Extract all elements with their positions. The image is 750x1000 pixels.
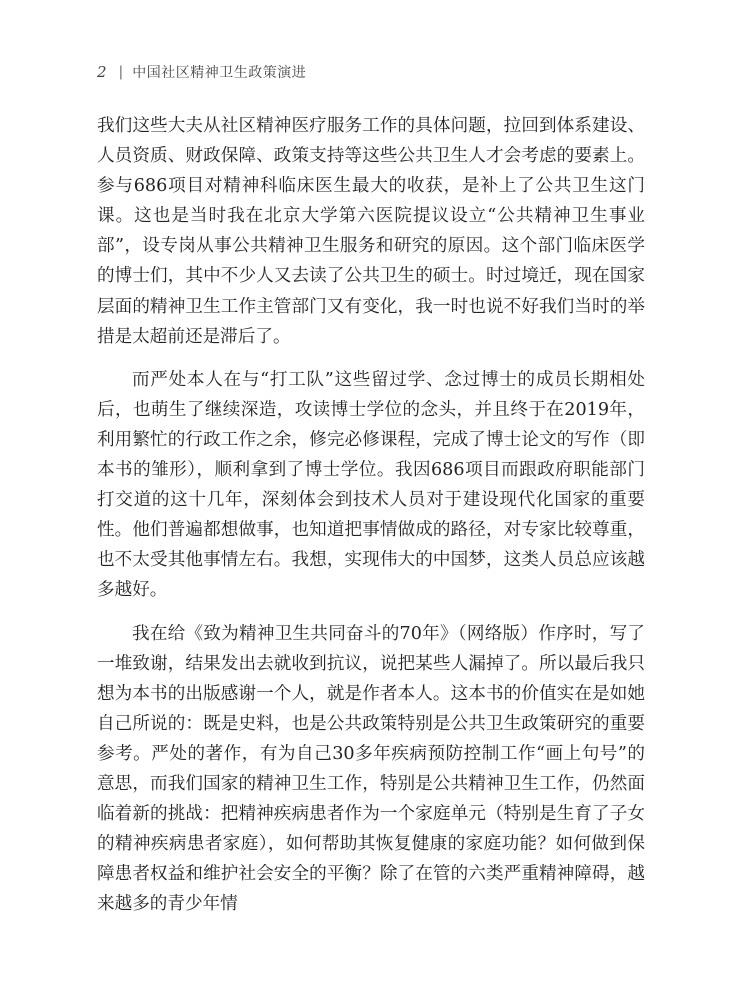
body-text [97, 111, 645, 919]
paragraph-1: 我们这些大夫从社区精神医疗服务工作的具体问题，拉回到体系建设、人员资质、财政保障、政策支持等这些公共卫生人才会考虑的要素上。参与686项目对精神科临床医生最大的收获，是补上了公共卫生这门课。这也是当时我在北京大学第六医院提议设立“公共精神卫生事业部”，设专岗从事公共精神卫生服务和研究的原因。这个部门临床医学的博士们，其中不少人又去读了公共卫生的硕士。时过境迁，现在国家层面的精神卫生工作主管部门又有变化，我一时也说不好我们当时的举措是太超前还是滞后了。 [97, 116, 645, 347]
header-separator: | [118, 64, 124, 80]
page-number: 2 [97, 63, 107, 81]
running-title: 中国社区精神卫生政策演进 [132, 65, 307, 81]
running-header [97, 61, 306, 83]
paragraph-2: 而严处本人在与“打工队”这些留过学、念过博士的成员长期相处后，也萌生了继续深造，攻读博士学位的念头，并且终于在2019年，利用繁忙的行政工作之余，修完必修课程，完成了博士论文的写作（即本书的雏形），顺利拿到了博士学位。我因686项目而跟政府职能部门打交道的这十几年，深刻体会到技术人员对于建设现代化国家的重要性。他们普遍都想做事，也知道把事情做成的路径，对专家比较尊重，也不太受其他事情左右。我想，实现伟大的中国梦，这类人员总应该越多越好。 [97, 369, 645, 601]
paragraph-3: 我在给《致为精神卫生共同奋斗的70年》（网络版）作序时，写了一堆致谢，结果发出去就收到抗议，说把某些人漏掉了。所以最后我只想为本书的出版感谢一个人，就是作者本人。这本书的价值实在是如她自己所说的：既是史料，也是公共政策特别是公共卫生政策研究的重要参考。严处的著作，有为自己30多年疾病预防控制工作“画上句号”的意思，而我们国家的精神卫生工作，特别是公共精神卫生工作，仍然面临着新的挑战：把精神疾病患者作为一个家庭单元（特别是生育了子女的精神疾病患者家庭），如何帮助其恢复健康的家庭功能？如何做到保障患者权益和维护社会安全的平衡？除了在管的六类严重精神障碍，越来越多的青少年情 [97, 623, 645, 915]
